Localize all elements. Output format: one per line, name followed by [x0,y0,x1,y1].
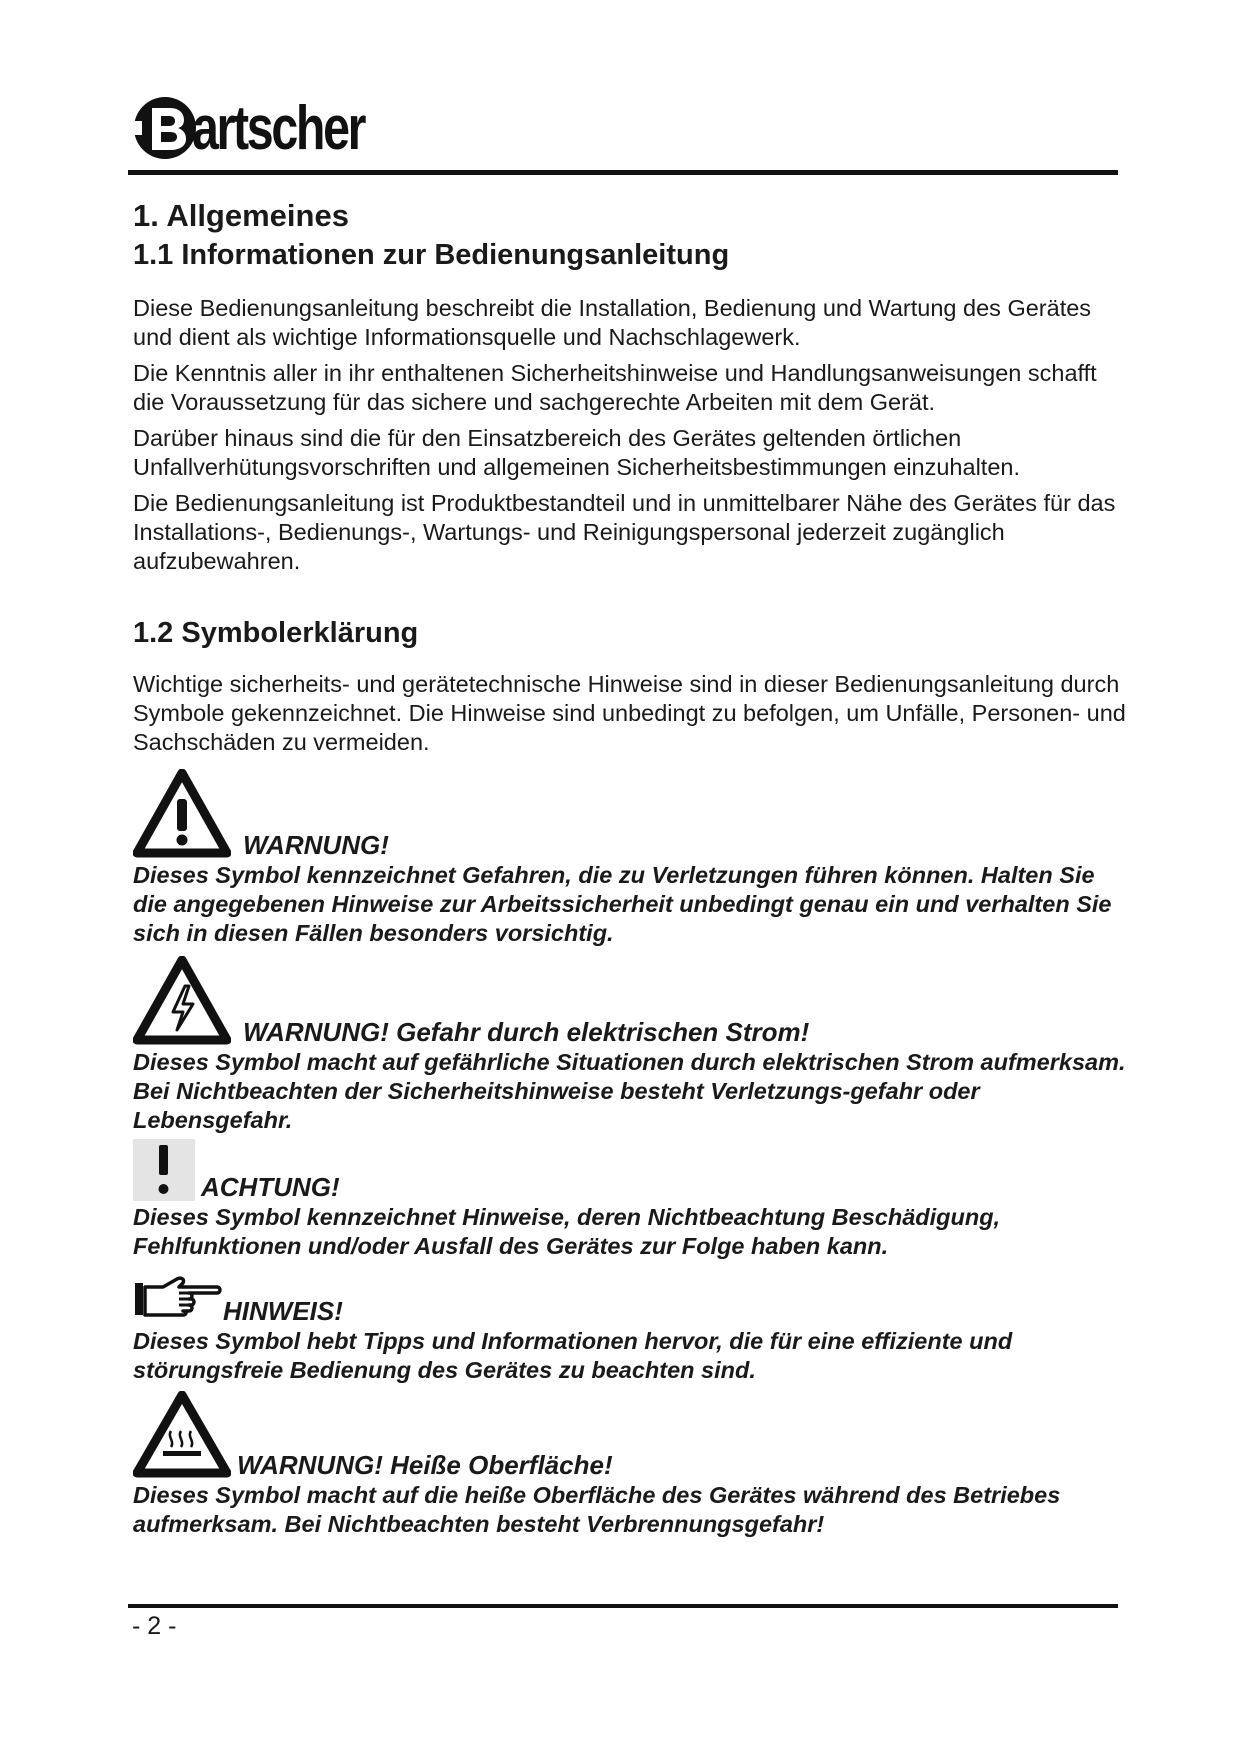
hot-surface-icon [133,1391,231,1479]
pointing-hand-icon [133,1273,223,1321]
symbol-note-title: HINWEIS! [223,1296,343,1326]
symbol-hot-surface-title: WARNUNG! Heiße Oberfläche! [237,1450,613,1480]
paragraph: Die Bedienungsanleitung ist Produktbestandteil und in unmittelbarer Nähe des Gerätes für das Installations-, Bedienungs-, Wartungs- und Reinigungspersonal jederzeit zugänglich aufzubewahren. [133,490,1116,574]
document-body [133,196,1133,1539]
header-divider [128,170,1118,175]
symbol-warning [133,757,1133,948]
symbol-electric [133,952,1133,1135]
symbol-electric-title: WARNUNG! Gefahr durch elektrischen Strom! [243,1017,810,1047]
page-number: - 2 - [132,1612,177,1640]
logo-wordmark: artscher [192,93,365,163]
symbol-warning-text: Dieses Symbol kennzeichnet Gefahren, die zu Verletzungen führen können. Halten Sie die angegebenen Hinweise zur Arbeitssicherheit unbedingt genau ein und verhalten Sie sich in diesen Fällen besonders vorsichtig. [133,862,1112,946]
section-1-1-text [133,294,1133,576]
brand-logo [132,92,413,164]
symbol-hot-surface [133,1389,1133,1539]
exclamation-icon [133,1139,195,1201]
paragraph: Darüber hinaus sind die für den Einsatzbereich des Gerätes geltenden örtlichen Unfallverhütungsvorschriften und allgemeinen Sicherheitsbestimmungen einzuhalten. [133,425,1020,480]
symbol-attention-title: ACHTUNG! [201,1172,340,1202]
symbol-attention-text: Dieses Symbol kennzeichnet Hinweise, deren Nichtbeachtung Beschädigung, Fehlfunktionen und/oder Ausfall des Gerätes zur Folge haben kann. [133,1204,1001,1259]
section-1-1-title: 1.1 Informationen zur Bedienungsanleitung [133,239,730,271]
paragraph: Die Kenntnis aller in ihr enthaltenen Sicherheitshinweise und Handlungsanweisungen schafft die Voraussetzung für das sichere und sachgerechte Arbeiten mit dem Gerät. [133,360,1097,415]
warning-triangle-icon [133,769,231,859]
symbol-warning-title: WARNUNG! [243,830,389,860]
electric-hazard-icon [133,956,231,1046]
symbol-electric-text: Dieses Symbol macht auf gefährliche Situationen durch elektrischen Strom aufmerksam. Bei Nichtbeachten der Sicherheitshinweise besteht Verletzungs-gefahr oder Lebensgefahr. [133,1049,1126,1133]
symbol-note-text: Dieses Symbol hebt Tipps und Informationen hervor, die für eine effiziente und störungsfreie Bedienung des Gerätes zu beachten sind. [133,1328,1013,1383]
section-1-2-title: 1.2 Symbolerklärung [133,617,419,649]
section-1-2-intro: Wichtige sicherheits- und gerätetechnische Hinweise sind in dieser Bedienungsanleitung durch Symbole gekennzeichnet. Die Hinweise sind unbedingt zu befolgen, um Unfälle, Personen- und Sachschäden zu vermeiden. [133,671,1126,755]
symbol-hot-surface-text: Dieses Symbol macht auf die heiße Oberfläche des Gerätes während des Betriebes aufmerksam. Bei Nichtbeachten besteht Verbrennungsgefahr! [133,1482,1061,1537]
symbol-note [133,1265,1133,1385]
symbol-attention [133,1139,1133,1261]
footer-divider [128,1604,1118,1608]
paragraph: Diese Bedienungsanleitung beschreibt die Installation, Bedienung und Wartung des Gerätes und dient als wichtige Informationsquelle und Nachschlagewerk. [133,295,1092,350]
section-1-title: 1. Allgemeines [133,198,349,233]
bartscher-logo-icon [132,95,198,161]
